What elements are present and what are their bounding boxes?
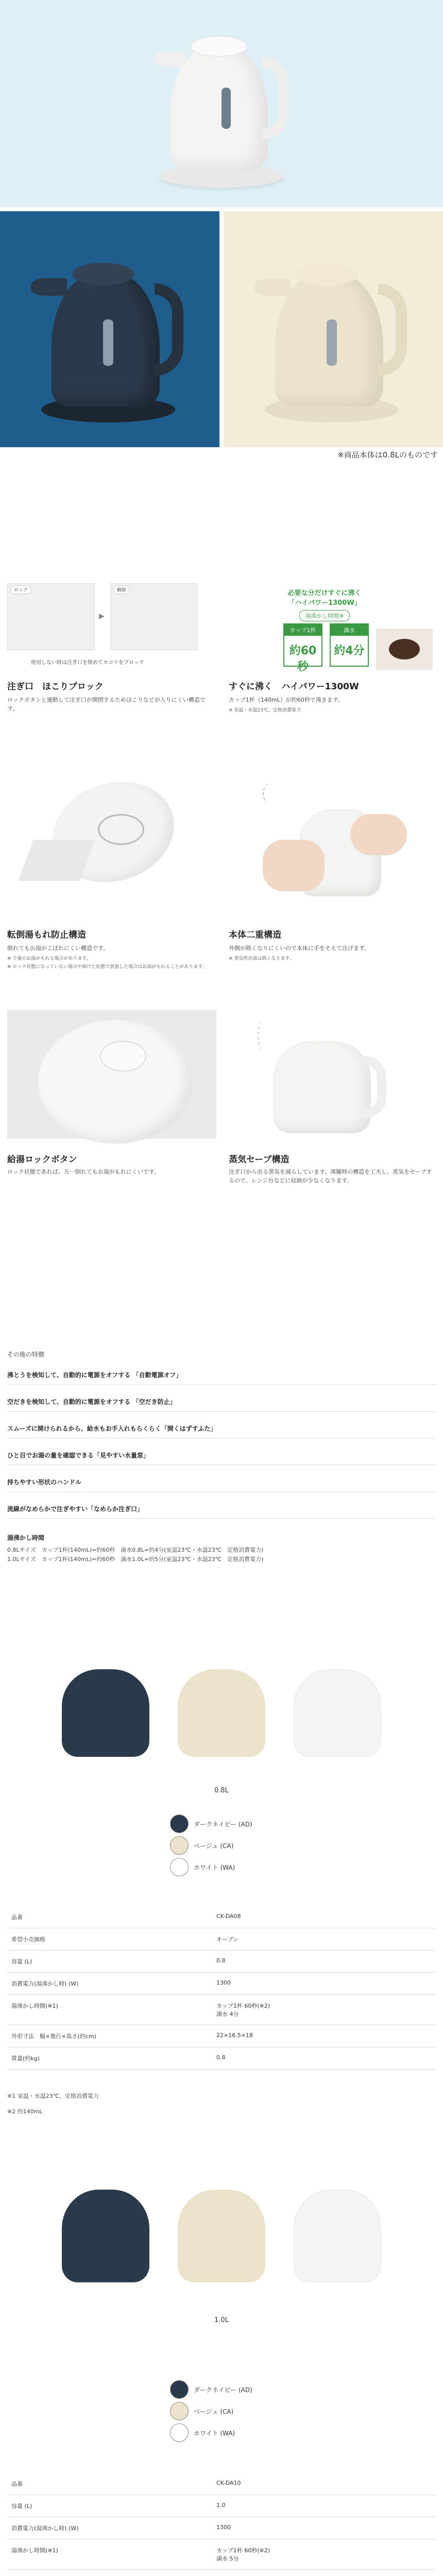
steam-save-text: 注ぎ口から出る蒸気を減らしています。沸騰時の構造を工夫し、蒸気をセーブするので、レンジ台などに収納が少なくなります。	[229, 1168, 432, 1184]
dust-block-caption: 使用しない時は注ぎ口を閉めてホコリをブロック	[31, 660, 144, 666]
other-feature-item: 流線がなめらかで注ぎやすい「なめらか注ぎ口」	[7, 1504, 436, 1519]
hi-power-callout: 必要な分だけすぐに沸く 「ハイパワー1300W」 湯沸かし時間※	[268, 587, 381, 621]
boil-time-row: 0.8Lサイズ カップ1杯(140mL)=約60秒 満水0.8L=約4分(室温23℃・水温23℃ 定格消費電力)	[7, 1547, 264, 1553]
steam-save-image	[242, 1010, 412, 1139]
coffee-cup-image	[376, 629, 433, 670]
hi-power-text: カップ1杯（140mL）が約60秒で沸きます。	[229, 697, 344, 703]
double-wall-note: ※ 蒸気吹出部は熱くなります。	[229, 956, 294, 961]
color-name: ダークネイビー (AD)	[194, 1821, 252, 1828]
tip-over-title: 転倒湯もれ防止構造	[7, 930, 86, 940]
tip-over-image	[21, 762, 196, 912]
tip-over-text: 倒れてもお湯がこぼれにくい構造です。	[7, 945, 109, 952]
spec-row	[7, 2570, 436, 2576]
dust-block-image: ロック ▶ 解除	[7, 583, 216, 655]
unlock-tag: 解除	[113, 585, 130, 594]
steam-save-title: 蒸気セーブ構造	[229, 1155, 289, 1165]
lock-button-title: 給湯ロックボタン	[7, 1155, 77, 1165]
boil-time-tag: 湯沸かし時間※	[299, 610, 349, 621]
other-features-title: その他の特徴	[7, 1351, 45, 1358]
spec-note: ※1 室温・水温23℃、定格消費電力	[7, 2093, 99, 2099]
spec-table-10	[7, 2473, 436, 2576]
spec-row: 容量 (L) 1.0	[7, 2495, 436, 2517]
spec-row: 外形寸法 幅×奥行×高さ(約cm) 22×16.5×18	[7, 2025, 436, 2047]
full-time-box: 満水 約4分	[330, 623, 369, 667]
hi-power-title: すぐに沸く ハイパワー1300W	[229, 682, 359, 692]
hero-caption: ※商品本体は0.8Lのものです	[337, 450, 438, 460]
lineup-image-10	[52, 2174, 391, 2287]
spec-row: 品番 CK-DA08	[7, 1906, 436, 1928]
spec-row: 質量(約kg) 0.8	[7, 2047, 436, 2070]
lock-tag: ロック	[10, 585, 31, 594]
tip-over-note-1: ※ 少量のお湯がもれる場合があります。	[7, 956, 91, 961]
color-name: ベージュ (CA)	[194, 1842, 234, 1850]
boil-time-title: 湯沸かし時間	[7, 1534, 45, 1541]
other-feature-item: 沸とうを検知して、自動的に電源をオフする 「自動電源オフ」	[7, 1370, 436, 1385]
other-feature-item: 空だきを検知して、自動的に電源をオフする 「空だき防止」	[7, 1397, 436, 1412]
spec-row: 消費電力(湯沸かし時) (W) 1300	[7, 2517, 436, 2539]
cup-time-box: カップ1杯 約60秒	[283, 623, 322, 667]
spec-row: 品番 CK-DA10	[7, 2473, 436, 2495]
tip-over-note-2: ※ ロック状態になっていない場合や傾けた状態で放置した場合はお湯がもれることがあります。	[7, 964, 207, 970]
boil-time-row: 1.0Lサイズ カップ1杯(140mL)=約60秒 満水1.0L=約5分(室温23℃・水温23℃ 定格消費電力)	[7, 1556, 264, 1563]
color-swatch-navy[interactable]	[170, 1815, 189, 1833]
lineup-size-label: 0.8L	[214, 1787, 229, 1794]
hero-main-image	[0, 0, 443, 207]
other-feature-item: スムーズに開けられるから、給水もお手入れもらくらく「開くはずすふた」	[7, 1424, 436, 1438]
lineup-image-08	[52, 1649, 391, 1762]
lock-button-image	[7, 1010, 216, 1139]
color-swatch-beige[interactable]	[170, 2402, 189, 2420]
color-name: ダークネイビー (AD)	[194, 2386, 252, 2394]
hero-beige-image	[224, 211, 443, 447]
dust-block-text: ロックボタンと連動して注ぎ口が開閉するためほこりなどが入りにくい構造です。	[7, 697, 206, 712]
spec-row: 消費電力(湯沸かし時) (W) 1300	[7, 1973, 436, 1995]
color-name: ベージュ (CA)	[194, 2408, 234, 2415]
double-wall-title: 本体二重構造	[229, 930, 281, 940]
spec-table-08	[7, 1906, 436, 2070]
color-swatch-white[interactable]	[170, 1858, 189, 1876]
kettle-white-image	[155, 15, 288, 191]
lock-button-text: ロック状態であれば、万一倒れてもお湯がもれにくいです。	[7, 1168, 160, 1175]
lineup-size-label: 1.0L	[214, 2316, 229, 2324]
spec-row: 希望小売価格 オープン	[7, 1928, 436, 1951]
color-swatch-white[interactable]	[170, 2424, 189, 2442]
other-feature-item: ひと目でお湯の量を確認できる「見やすい水量窓」	[7, 1451, 436, 1465]
dust-block-title: 注ぎ口 ほこりブロック	[7, 682, 104, 692]
spec-row: 湯沸かし時間(※1) カップ1杯 60秒(※2) 満水 5分	[7, 2539, 436, 2570]
hero-navy-image	[0, 211, 219, 447]
double-wall-image	[242, 773, 412, 912]
spec-row: 湯沸かし時間(※1) カップ1杯 60秒(※2) 満水 4分	[7, 1995, 436, 2025]
hi-power-note: ※ 室温・水温23℃、定格消費電力	[229, 708, 301, 713]
spec-note: ※2 約140mL	[7, 2108, 43, 2115]
color-swatch-beige[interactable]	[170, 1836, 189, 1855]
color-name: ホワイト (WA)	[194, 2430, 235, 2437]
spec-row: 容量 (L) 0.8	[7, 1951, 436, 1973]
color-name: ホワイト (WA)	[194, 1864, 235, 1871]
double-wall-text: 外側が熱くなりにくいので本体に手をそえて注げます。	[229, 945, 370, 952]
other-feature-item: 持ちやすい形状のハンドル	[7, 1478, 436, 1492]
color-swatch-navy[interactable]	[170, 2380, 189, 2399]
